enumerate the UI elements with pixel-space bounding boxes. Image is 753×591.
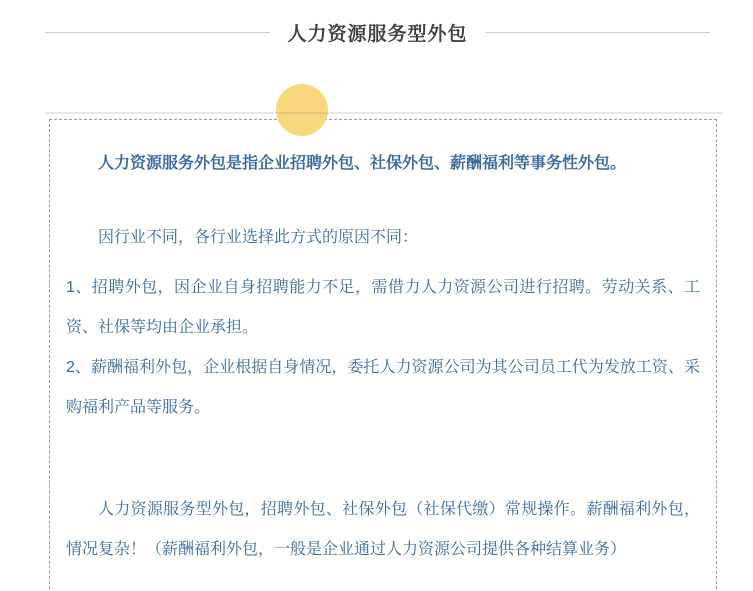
decorative-circle <box>276 84 328 136</box>
article-paragraph: 1、招聘外包，因企业自身招聘能力不足，需借力人力资源公司进行招聘。劳动关系、工资、社保等均由企业承担。 <box>66 279 700 336</box>
title-divider-right <box>486 32 711 33</box>
article-paragraph: 人力资源服务外包是指企业招聘外包、社保外包、薪酬福利等事务性外包。 <box>98 155 627 172</box>
article-box <box>49 119 717 591</box>
article-paragraph: 人力资源服务型外包，招聘外包、社保外包（社保代缴）常规操作。薪酬福利外包，情况复杂！（薪酬福利外包，一般是企业通过人力资源公司提供各种结算业务） <box>66 501 700 558</box>
title-divider-left <box>45 32 270 33</box>
page-title: 人力资源服务型外包 <box>287 23 468 45</box>
article-body <box>50 120 716 570</box>
separator-line <box>45 112 723 114</box>
page-header <box>45 19 710 45</box>
article-paragraph: 因行业不同，各行业选择此方式的原因不同： <box>98 229 419 246</box>
article-paragraph: 2、薪酬福利外包，企业根据自身情况，委托人力资源公司为其公司员工代为发放工资、采购福利产品等服务。 <box>66 359 700 416</box>
